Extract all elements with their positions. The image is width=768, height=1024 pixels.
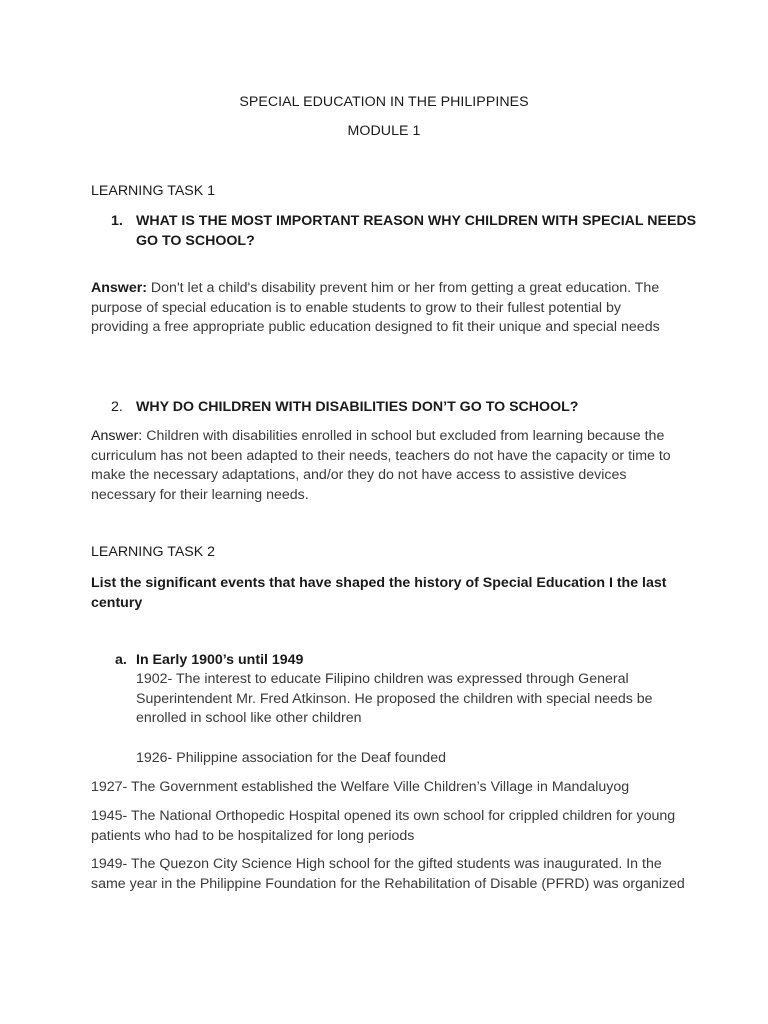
question-1 — [111, 211, 701, 251]
section-a-letter: a. — [115, 652, 127, 668]
answer-2-text: Children with disabilities enrolled in school but excluded from learning because the curriculum has not been adapted to their needs, teachers do not have the capacity or time to make the necessary adaptations, and/or they do not have access to assistive devices necessary for their learning needs. — [91, 428, 671, 503]
event-1902: 1902- The interest to educate Filipino children was expressed through General Superintendent Mr. Fred Atkinson. He proposed the children with special needs be enrolled in school like other children — [136, 671, 653, 726]
question-2-text: WHY DO CHILDREN WITH DISABILITIES DON’T GO TO SCHOOL? — [136, 399, 579, 415]
document-title: SPECIAL EDUCATION IN THE PHILIPPINES — [239, 94, 529, 110]
event-1927: 1927- The Government established the Welfare Ville Children’s Village in Mandaluyog — [91, 779, 630, 795]
question-2-number: 2. — [111, 399, 123, 415]
learning-task-2-heading: LEARNING TASK 2 — [91, 544, 216, 560]
section-a-title: In Early 1900’s until 1949 — [136, 652, 304, 668]
task-2-instruction: List the significant events that have shaped the history of Special Education I the last century — [91, 575, 667, 611]
answer-1-text: Don't let a child's disability prevent him or her from getting a great education. The purpose of special education is to enable students to grow to their fullest potential by providing a free appropriate public education designed to fit their unique and special needs — [91, 280, 660, 335]
learning-task-1-heading: LEARNING TASK 1 — [91, 183, 216, 199]
event-1926: 1926- Philippine association for the Deaf founded — [136, 750, 446, 766]
section-a-heading — [115, 652, 695, 668]
answer-1-label: Answer: — [91, 280, 147, 296]
question-1-text: WHAT IS THE MOST IMPORTANT REASON WHY CHILDREN WITH SPECIAL NEEDS GO TO SCHOOL? — [136, 213, 697, 249]
question-1-number: 1. — [111, 213, 123, 229]
answer-2-label: Answer: — [91, 428, 143, 444]
answer-2 — [91, 427, 681, 505]
module-label: MODULE 1 — [347, 123, 421, 139]
question-2 — [111, 397, 701, 417]
event-1949: 1949- The Quezon City Science High school for the gifted students was inaugurated. In the same year in the Philippine Foundation for the Rehabilitation of Disable (PFRD) was organized — [91, 856, 685, 892]
answer-1 — [91, 279, 681, 338]
event-1945: 1945- The National Orthopedic Hospital opened its own school for crippled children for young patients who had to be hospitalized for long periods — [91, 808, 676, 844]
